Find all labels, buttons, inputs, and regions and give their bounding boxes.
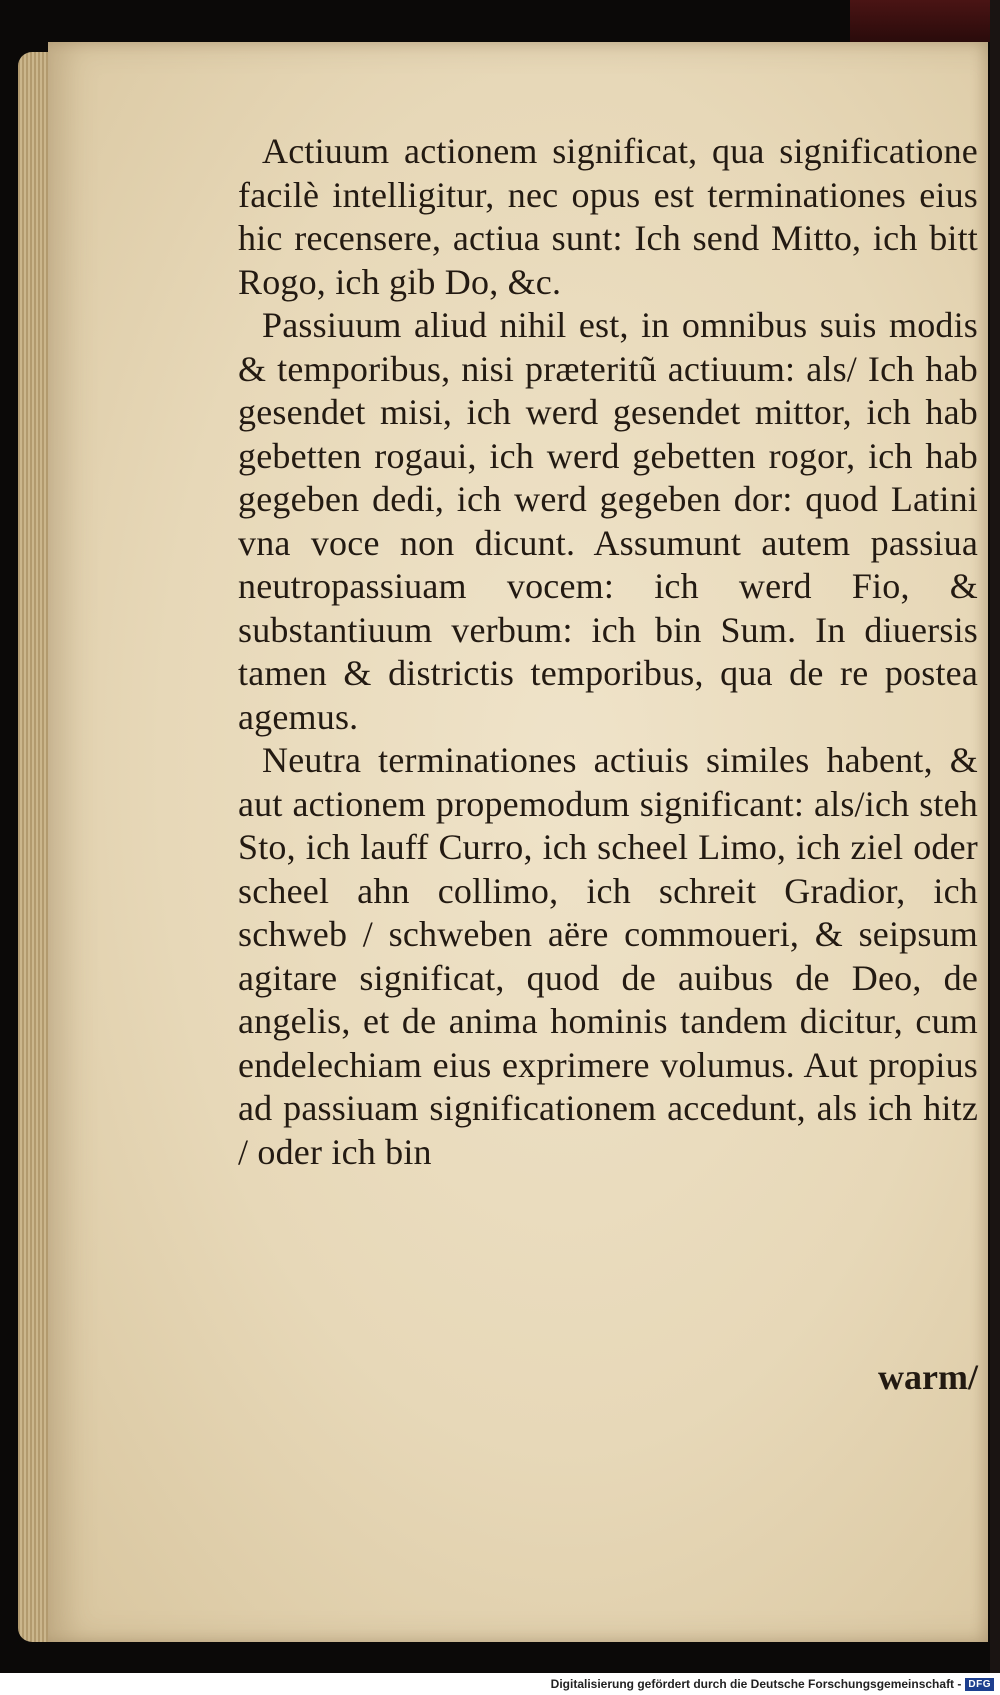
red-cloth-background [850,0,990,42]
paragraph-passiuum: Passiuum aliud nihil est, in omnibus suis modis & temporibus, nisi præteritũ actiuum: als/ Ich hab gesendet misi, ich werd gesendet mittor, ich hab gebetten rogaui, ich werd gebetten rogor, ich hab gegeben dedi, ich werd gegeben dor: quod Latini vna voce non dicunt. Assumunt autem passiua neutropassiuam vocem: ich werd Fio, & substantiuum verbum: ich bin Sum. In diuersis tamen & districtis temporibus, qua de re postea agemus. [238,305,978,737]
catchword: warm/ [878,1357,978,1397]
body-text [238,130,978,1174]
dfg-logo: DFG [965,1678,994,1691]
paragraph-neutra: Neutra terminationes actiuis similes habent, & aut actionem propemodum significant: als/ich steh Sto, ich lauff Curro, ich scheel Limo, ich ziel oder scheel ahn collimo, ich schreit Gradior, ich schweb / schweben aëre commoueri, & seipsum agitare significat, quod de auibus de Deo, de angelis, et de anima hominis tandem dicitur, cum endelechiam eius exprimere volumus. Aut propius ad passiuam significationem accedunt, als ich hitz / oder ich bin [238,740,978,1172]
digitization-footer [0,1673,1000,1695]
paragraph-actiuum: Actiuum actionem significat, qua significatione facilè intelligitur, nec opus est terminationes eius hic recensere, actiua sunt: Ich send Mitto, ich bitt Rogo, ich gib Do, &c. [238,131,978,302]
footer-credit: Digitalisierung gefördert durch die Deutsche Forschungsgemeinschaft - [550,1677,962,1691]
scan-edge [990,0,1000,1695]
